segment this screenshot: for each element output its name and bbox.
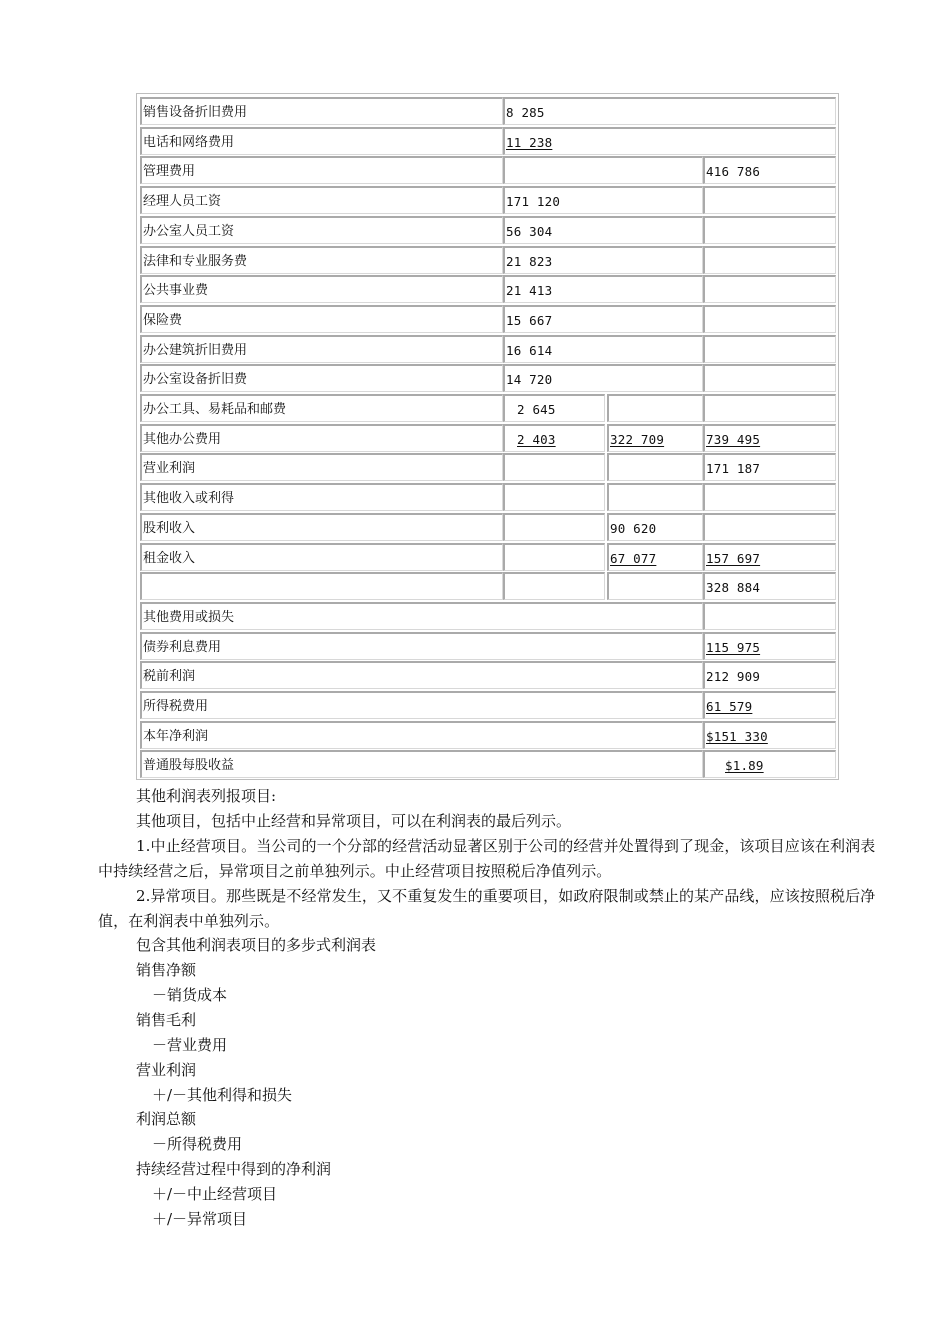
amount-cell <box>703 394 836 422</box>
row-label-cell <box>140 453 503 481</box>
row-label-cell <box>140 394 503 422</box>
amount-value: $1.89 <box>725 758 764 774</box>
row-label-cell <box>140 572 503 600</box>
amount-cell <box>607 394 703 422</box>
row-label: 经理人员工资 <box>143 194 222 210</box>
row-label: 其他收入或利得 <box>143 491 235 507</box>
income-statement-table <box>136 93 839 780</box>
list-item: 营业利润 <box>136 1060 197 1079</box>
intro-paragraph: 其他项目，包括中止经营和异常项目，可以在利润表的最后列示。 <box>136 812 572 830</box>
amount-cell <box>703 186 836 214</box>
amount-value: 8 285 <box>506 105 545 120</box>
amount-cell <box>503 335 703 363</box>
row-label: 税前利润 <box>143 669 196 685</box>
row-label-cell <box>140 275 503 303</box>
amount-value: 322 709 <box>610 431 665 447</box>
amount-cell <box>503 216 703 244</box>
row-label-cell <box>140 750 703 778</box>
amount-cell <box>503 543 605 571</box>
list-item: ＋/－其他利得和损失 <box>152 1085 293 1104</box>
row-label: 股利收入 <box>143 520 196 536</box>
amount-value: 90 620 <box>610 520 657 536</box>
row-label: 营业利润 <box>143 461 196 477</box>
row-label: 租金收入 <box>143 550 196 566</box>
row-label: 债券利息费用 <box>143 639 222 655</box>
paragraph-discontinued-operations: 1.中止经营项目。当公司的一个分部的经营活动显著区别于公司的经营并处置得到了现金，该项目应该在利润表中持续经营之后，异常项目之前单独列示。中止经营项目按照税后净值列示。 <box>98 837 876 880</box>
amount-cell <box>503 513 605 541</box>
paragraph-extraordinary-items: 2.异常项目。那些既是不经常发生，又不重复发生的重要项目，如政府限制或禁止的某产品线，应该按照税后净值，在利润表中单独列示。 <box>98 887 876 930</box>
amount-cell <box>703 156 836 184</box>
row-label: 所得税费用 <box>143 699 209 714</box>
row-label-cell <box>140 335 503 363</box>
list-item: ＋/－中止经营项目 <box>152 1185 278 1204</box>
amount-cell <box>703 572 836 600</box>
amount-cell <box>503 127 836 155</box>
amount-cell <box>503 97 836 125</box>
row-label: 办公建筑折旧费用 <box>143 342 248 358</box>
amount-cell <box>703 750 836 778</box>
amount-value: 212 909 <box>706 669 761 685</box>
amount-cell <box>703 691 836 719</box>
amount-cell <box>703 335 836 363</box>
amount-value: 328 884 <box>706 580 761 596</box>
row-label: 电话和网络费用 <box>143 134 235 150</box>
amount-value: $151 330 <box>706 728 768 744</box>
amount-cell <box>703 216 836 244</box>
amount-cell <box>503 275 703 303</box>
amount-cell <box>703 661 836 689</box>
row-label: 普通股每股收益 <box>143 758 235 774</box>
row-label: 办公室人员工资 <box>143 223 235 239</box>
amount-value: 67 077 <box>610 550 657 566</box>
amount-cell <box>703 483 836 511</box>
amount-cell <box>607 424 703 452</box>
row-label: 销售设备折旧费用 <box>143 105 248 120</box>
row-label-cell <box>140 424 503 452</box>
amount-value: 157 697 <box>706 550 761 566</box>
amount-value: 56 304 <box>506 223 553 239</box>
amount-cell <box>607 572 703 600</box>
row-label-cell <box>140 632 703 660</box>
row-label-cell <box>140 543 503 571</box>
amount-cell <box>503 364 703 392</box>
row-label: 办公室设备折旧费 <box>143 372 248 388</box>
amount-value: 115 975 <box>706 639 761 655</box>
amount-value: 2 645 <box>517 402 556 417</box>
list-item: 利润总额 <box>136 1110 197 1129</box>
row-label: 公共事业费 <box>143 283 209 299</box>
amount-cell <box>503 572 605 600</box>
amount-cell <box>503 483 605 511</box>
row-label: 其他办公费用 <box>143 431 222 447</box>
row-label-cell <box>140 721 703 749</box>
amount-cell <box>703 275 836 303</box>
amount-value: 739 495 <box>706 431 761 447</box>
amount-value: 15 667 <box>506 312 553 328</box>
section-heading: 其他利润表列报项目: <box>136 787 277 805</box>
amount-cell <box>607 543 703 571</box>
amount-cell <box>703 632 836 660</box>
amount-cell <box>503 453 605 481</box>
row-label-cell <box>140 483 503 511</box>
amount-cell <box>703 543 836 571</box>
amount-value: 171 120 <box>506 194 561 210</box>
list-item: 销售净额 <box>136 961 197 979</box>
list-item: －销货成本 <box>152 985 228 1004</box>
row-label-cell <box>140 127 503 155</box>
list-item: ＋/－异常项目 <box>152 1210 248 1228</box>
amount-cell <box>703 721 836 749</box>
list-item: 持续经营过程中得到的净利润 <box>136 1160 332 1179</box>
amount-value: 14 720 <box>506 372 553 388</box>
row-label: 本年净利润 <box>143 728 209 744</box>
row-label-cell <box>140 364 503 392</box>
row-label-cell <box>140 661 703 689</box>
amount-cell <box>703 602 836 630</box>
amount-value: 16 614 <box>506 342 553 358</box>
row-label: 管理费用 <box>143 164 196 180</box>
row-label-cell <box>140 97 503 125</box>
row-label-cell <box>140 691 703 719</box>
row-label: 法律和专业服务费 <box>143 253 248 269</box>
amount-value: 21 823 <box>506 253 553 269</box>
amount-cell <box>703 246 836 274</box>
amount-cell <box>503 424 605 452</box>
row-label: 保险费 <box>143 312 183 328</box>
row-label: 其他费用或损失 <box>143 609 235 625</box>
amount-cell <box>703 364 836 392</box>
amount-cell <box>607 453 703 481</box>
list-item: 销售毛利 <box>136 1010 197 1029</box>
multistep-list-title: 包含其他利润表项目的多步式利润表 <box>136 936 377 954</box>
list-item: －营业费用 <box>152 1035 228 1054</box>
amount-value: 11 238 <box>506 134 553 150</box>
row-label: 办公工具、易耗品和邮费 <box>143 402 287 417</box>
amount-value: 61 579 <box>706 699 753 714</box>
amount-cell <box>503 246 703 274</box>
amount-value: 416 786 <box>706 164 761 180</box>
amount-value: 2 403 <box>517 431 556 447</box>
row-label-cell <box>140 186 503 214</box>
row-label-cell <box>140 246 503 274</box>
amount-cell <box>703 513 836 541</box>
row-label-cell <box>140 156 503 184</box>
amount-cell <box>503 186 703 214</box>
amount-cell <box>703 305 836 333</box>
amount-cell <box>703 424 836 452</box>
amount-cell <box>607 513 703 541</box>
list-item: －所得税费用 <box>152 1135 243 1154</box>
amount-value: 21 413 <box>506 283 553 299</box>
row-label-cell <box>140 216 503 244</box>
amount-value: 171 187 <box>706 461 761 477</box>
amount-cell <box>503 305 703 333</box>
amount-cell <box>703 453 836 481</box>
amount-cell <box>503 394 605 422</box>
amount-cell <box>607 483 703 511</box>
row-label-cell <box>140 602 703 630</box>
amount-cell <box>503 156 703 184</box>
row-label-cell <box>140 513 503 541</box>
row-label-cell <box>140 305 503 333</box>
